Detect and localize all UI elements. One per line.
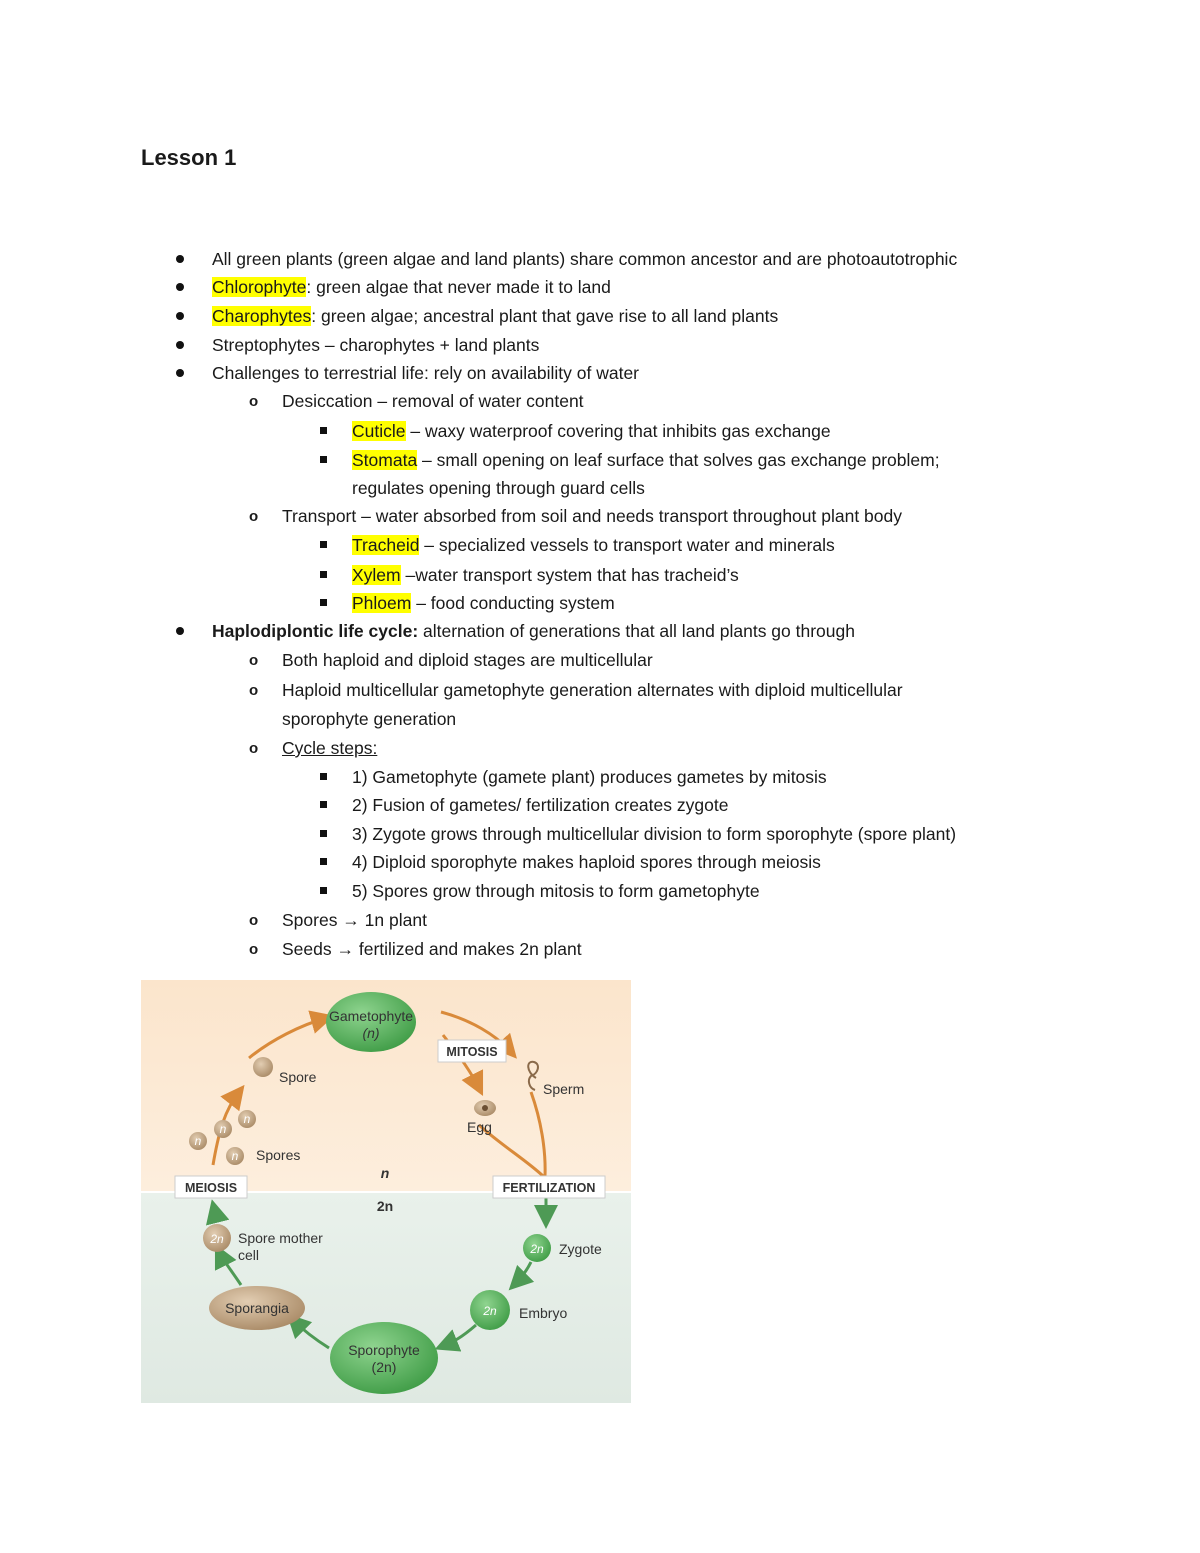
definition-xylem: –water transport system that has tracheid’s [400,565,739,585]
egg-nucleus [482,1105,488,1111]
spore-n-label: n [231,1149,239,1163]
egg-label: Egg [467,1119,492,1135]
bullet-dot [176,627,184,635]
term-tracheid: Tracheid [352,535,420,555]
zygote-2n-label: 2n [530,1242,544,1256]
haploid-region-label: n [380,1165,390,1181]
stomata-continuation: regulates opening through guard cells [352,478,645,498]
bullet-haplodiplontic [212,620,855,642]
spore-n-label: n [243,1112,251,1126]
bullet-phloem [352,592,615,614]
bullet-transport: Transport – water absorbed from soil and needs transport throughout plant body [282,506,902,526]
bullet-circle: o [249,740,259,757]
bullet-square [320,456,327,463]
gametophyte-n-label: (n) [362,1025,380,1041]
bullet-dot [176,283,184,291]
cycle-step-3: 3) Zygote grows through multicellular division to form sporophyte (spore plant) [352,824,957,844]
bullet-circle: o [249,682,259,699]
sperm-label: Sperm [543,1081,585,1097]
bullet-circle: o [249,393,259,410]
definition-stomata: – small opening on leaf surface that solves gas exchange problem; [417,450,940,470]
term-haplodiplontic: Haplodiplontic life cycle: [212,621,419,641]
bullet-dot [176,312,184,320]
bullet-desiccation: Desiccation – removal of water content [282,391,584,411]
term-stomata: Stomata [352,450,418,470]
term-xylem: Xylem [352,565,401,585]
life-cycle-diagram [141,980,631,1403]
bullet-seeds: Seeds → fertilized and makes 2n plant [282,939,582,959]
bullet-stomata [352,449,940,471]
bullet-chlorophyte [212,276,611,298]
spore-mother-label-line2: cell [238,1247,260,1263]
term-chlorophyte: Chlorophyte [212,277,307,297]
bullet-both-stages: Both haploid and diploid stages are multicellular [282,650,653,670]
gametophyte-label: Gametophyte [328,1008,414,1024]
term-cuticle: Cuticle [352,421,406,441]
bullet-streptophytes: Streptophytes – charophytes + land plants [212,335,540,355]
bullet-circle: o [249,652,259,669]
bullet-square [320,801,327,808]
bullet-square [320,571,327,578]
fertilization-label: FERTILIZATION [502,1181,596,1195]
bullet-square [320,887,327,894]
bullet-tracheid [352,534,835,556]
cycle-step-4: 4) Diploid sporophyte makes haploid spores through meiosis [352,852,821,872]
definition-cuticle: – waxy waterproof covering that inhibits gas exchange [405,421,831,441]
bullet-cycle-steps: Cycle steps: [282,738,378,758]
bullet-spores: Spores → 1n plant [282,910,427,930]
bullet-circle: o [249,508,259,525]
embryo-label: Embryo [519,1305,568,1321]
sporophyte-label: Sporophyte [348,1342,420,1358]
bullet-square [320,599,327,606]
bullet-cuticle [352,420,831,442]
bullet-square [320,830,327,837]
bullet-square [320,773,327,780]
cycle-step-2: 2) Fusion of gametes/ fertilization creates zygote [352,795,729,815]
bullet-charophytes [212,305,778,327]
bullet-circle: o [249,941,259,958]
bullet-haploid-multicellular: Haploid multicellular gametophyte generation alternates with diploid multicellular [282,680,903,700]
bullet-challenges: Challenges to terrestrial life: rely on availability of water [212,363,639,383]
bullet-circle: o [249,912,259,929]
spore-cell [253,1057,273,1077]
diploid-region-label: 2n [376,1198,394,1214]
bullet-square [320,541,327,548]
sporophyte-2n-label: (2n) [371,1359,397,1375]
spore-n-label: n [194,1134,202,1148]
bullet-green-plants: All green plants (green algae and land plants) share common ancestor and are photoautotrophic [212,249,958,269]
spore-mother-label-line1: Spore mother [238,1230,323,1246]
sporangia-label: Sporangia [225,1300,289,1316]
definition-charophytes: : green algae; ancestral plant that gave rise to all land plants [311,306,779,326]
spores-label: Spores [256,1147,301,1163]
page-title: Lesson 1 [141,145,237,170]
sporophyte-cell [330,1322,438,1394]
mitosis-label: MITOSIS [446,1045,498,1059]
definition-tracheid: – specialized vessels to transport water and minerals [419,535,835,555]
spore-mother-2n-label: 2n [210,1232,224,1246]
definition-chlorophyte: : green algae that never made it to land [306,277,611,297]
spore-n-label: n [219,1122,227,1136]
bullet-xylem [352,564,739,586]
cycle-step-1: 1) Gametophyte (gamete plant) produces gametes by mitosis [352,767,827,787]
cycle-step-5: 5) Spores grow through mitosis to form gametophyte [352,881,760,901]
definition-phloem: – food conducting system [411,593,615,613]
bullet-square [320,858,327,865]
bullet-dot [176,369,184,377]
embryo-2n-label: 2n [483,1304,497,1318]
spore-label: Spore [279,1069,317,1085]
bullet-square [320,427,327,434]
meiosis-label: MEIOSIS [184,1181,238,1195]
definition-haplodiplontic: alternation of generations that all land plants go through [418,621,855,641]
bullet-dot [176,255,184,263]
term-charophytes: Charophytes [212,306,312,326]
term-phloem: Phloem [352,593,412,613]
zygote-label: Zygote [559,1241,602,1257]
haploid-multicellular-continuation: sporophyte generation [282,709,457,729]
bullet-dot [176,341,184,349]
